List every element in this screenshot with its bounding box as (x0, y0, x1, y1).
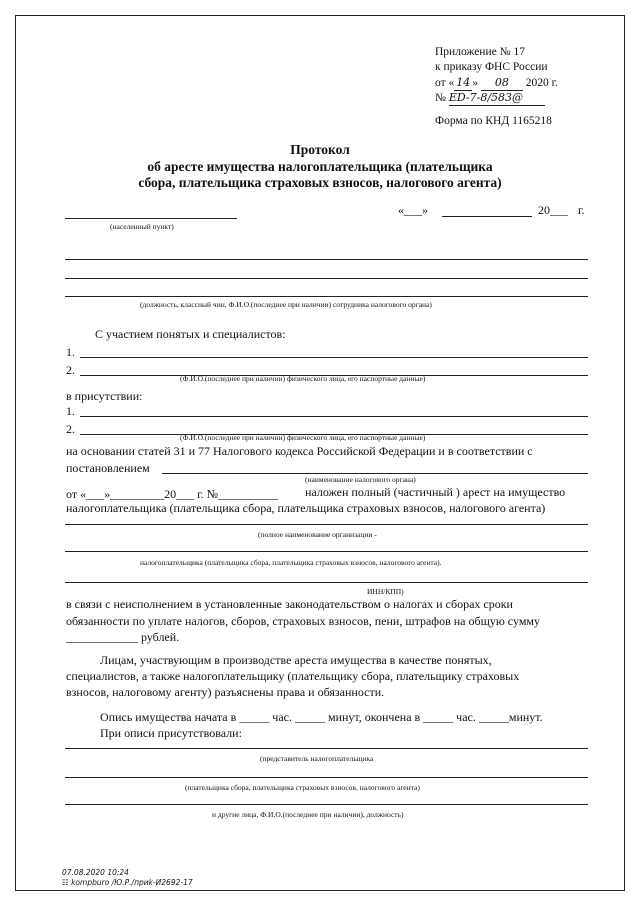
presence-1-line[interactable] (80, 416, 588, 417)
date-month: 08 (481, 75, 523, 91)
witness-2-num: 2. (66, 363, 75, 377)
present-label: При описи присутствовали: (100, 726, 242, 740)
arrest-line-1b: наложен полный (частичный ) арест на имущество (305, 485, 566, 499)
representative2-caption: (плательщика сбора, плательщика страховых взносов, налогового агента) (185, 783, 420, 792)
date-year: 2020 г. (525, 77, 558, 89)
inn-line[interactable] (65, 582, 588, 583)
presence-2-num: 2. (66, 422, 75, 436)
basis-line-2: постановлением (66, 461, 150, 475)
title-line-1: Протокол (290, 142, 350, 157)
date-quote: «___» (398, 203, 428, 217)
settlement-line[interactable] (65, 218, 237, 219)
title-line-3: сбора, плательщика страховых взносов, налогового агента) (138, 175, 502, 190)
date-day: 14 (456, 76, 471, 89)
others-line[interactable] (65, 804, 588, 805)
basis-line-1: на основании статей 31 и 77 Налогового кодекса Российской Федерации и в соответствии с (66, 444, 533, 458)
witness-1-num: 1. (66, 345, 75, 359)
org-name-caption: (полное наименование организации - (258, 530, 377, 539)
participation-label: С участием понятых и специалистов: (95, 327, 286, 341)
persons-line-3: взносов, налоговому агенту) разъяснены права и обязанности. (66, 685, 385, 699)
number-prefix: № (435, 92, 446, 104)
nonfulfill-line-2: обязанности по уплате налогов, сборов, страховых взносов, пени, штрафов на общую сумму (66, 614, 540, 628)
settlement-caption: (населенный пункт) (110, 222, 174, 231)
arrest-line-1a: от «___»_________20___ г. №__________ (66, 487, 279, 501)
representative-caption: (представитель налогоплательщика (260, 754, 374, 763)
official-line-1[interactable] (65, 259, 588, 260)
number-value: ED-7-8/583@ (449, 90, 545, 106)
arrest-line-2: налогоплательщика (плательщика сбора, плательщика страховых взносов, налогового агента) (66, 501, 546, 515)
nonfulfill-line-1: в связи с неисполнением в установленные законодательством о налогах и сборах сроки (66, 597, 513, 611)
footer-file (62, 878, 193, 887)
appendix-label: Приложение № 17 (435, 46, 525, 58)
presence-1-num: 1. (66, 404, 75, 418)
official-line-2[interactable] (65, 278, 588, 279)
witness-1-line[interactable] (80, 357, 588, 358)
title-line-2: об аресте имущества налогоплательщика (плательщика (147, 159, 493, 174)
inventory-line: Опись имущества начата в _____ час. _____ минут, окончена в _____ час. _____минут. (100, 710, 543, 724)
persons-line-2: специалистов, а также налогоплательщику (плательщику сбора, плательщику страховых (66, 669, 520, 683)
representative2-line[interactable] (65, 777, 588, 778)
presence-caption: (Ф.И.О.(последнее при наличии) физического лица, его паспортные данные) (180, 433, 426, 442)
form-code: Форма по КНД 1165218 (435, 115, 552, 127)
order-date: от « 14 » 08 2020 г. (435, 76, 558, 89)
date-g: г. (578, 203, 585, 217)
file-icon: ☷ (62, 878, 69, 887)
date-year-field: 20___ (538, 203, 568, 217)
date-prefix: от « (435, 77, 455, 89)
official-line-3[interactable] (65, 296, 588, 297)
order-label: к приказу ФНС России (435, 61, 548, 73)
inn-caption: ИНН/КПП) (367, 587, 404, 596)
tax-authority-line[interactable] (162, 473, 588, 474)
witness-caption: (Ф.И.О.(последнее при наличии) физического лица, его паспортные данные) (180, 374, 426, 383)
org-name-line[interactable] (65, 524, 588, 525)
persons-line-1: Лицам, участвующим в производстве ареста имущества в качестве понятых, (100, 653, 492, 667)
taxpayer-caption: налогоплательщика (плательщика сбора, плательщика страховых взносов, налогового агента). (140, 558, 442, 567)
presence-label: в присутствии: (66, 389, 143, 403)
footer-file-name: kompburo /Ю.Р./приk-И2692-17 (71, 878, 193, 887)
nonfulfill-line-3: ____________ рублей. (66, 630, 180, 644)
tax-authority-caption: (наименование налогового органа) (305, 475, 416, 484)
date-month-line[interactable] (442, 216, 532, 217)
others-caption: и другие лица, Ф.И.О.(последнее при наличии), должность) (212, 810, 404, 819)
official-caption: (должность, классный чин, Ф.И.О.(последнее при наличии) сотрудника налогового органа) (140, 300, 432, 309)
taxpayer-line[interactable] (65, 551, 588, 552)
footer-timestamp: 07.08.2020 10:24 (62, 868, 129, 877)
order-number (435, 90, 545, 106)
representative-line[interactable] (65, 748, 588, 749)
